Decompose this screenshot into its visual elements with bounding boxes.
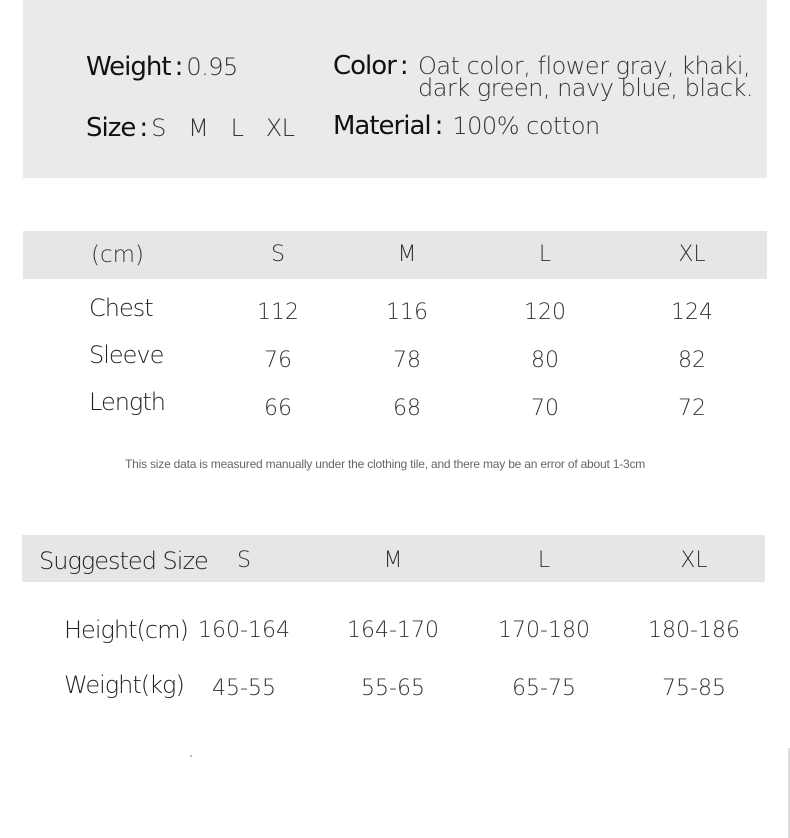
color-separator: :: [399, 51, 408, 81]
color-value-line-2: dark green, navy blue, black.: [418, 74, 753, 102]
material-field: [333, 111, 600, 141]
row-label-sleeve: Sleeve: [89, 341, 164, 369]
row-label-length: Length: [89, 388, 165, 416]
suggested-header-l: L: [537, 548, 551, 573]
sleeve-s: 76: [264, 348, 292, 373]
row-label-weight: Weight(kg): [64, 671, 184, 699]
size-label: Size: [86, 113, 136, 143]
chest-l: 120: [524, 300, 566, 325]
chest-xl: 124: [671, 300, 713, 325]
size-value: S M L XL: [151, 114, 295, 142]
length-s: 66: [264, 396, 292, 421]
sleeve-l: 80: [531, 348, 559, 373]
length-m: 68: [393, 396, 421, 421]
suggested-size-title: Suggested Size: [39, 547, 208, 575]
artifact-dot: [190, 755, 192, 757]
weight-separator: :: [174, 52, 183, 82]
suggested-header-xl: XL: [680, 548, 708, 573]
weight-xl: 75-85: [662, 676, 726, 701]
suggested-header-s: S: [237, 548, 251, 573]
suggested-header-m: M: [383, 548, 403, 573]
height-xl: 180-186: [648, 618, 740, 643]
color-value: [418, 52, 753, 102]
length-l: 70: [531, 396, 559, 421]
size-header-s: S: [271, 242, 285, 267]
chest-s: 112: [257, 300, 299, 325]
size-header-l: L: [538, 242, 552, 267]
height-l: 170-180: [498, 618, 590, 643]
weight-s: 45-55: [212, 676, 276, 701]
size-separator: :: [139, 113, 148, 143]
size-field: [86, 113, 295, 143]
color-value-line-1: Oat color, flower gray, khaki,: [418, 52, 751, 80]
weight-m: 55-65: [361, 676, 425, 701]
weight-l: 65-75: [512, 676, 576, 701]
measurement-note: This size data is measured manually under the clothing tile, and there may be an error of about 1-3cm: [125, 457, 646, 471]
weight-field: [86, 52, 238, 82]
row-label-chest: Chest: [89, 294, 153, 322]
height-m: 164-170: [347, 618, 439, 643]
material-separator: :: [434, 111, 443, 141]
material-value: 100% cotton: [452, 112, 600, 140]
height-s: 160-164: [198, 618, 290, 643]
size-header-xl: XL: [678, 242, 706, 267]
weight-label: Weight: [86, 52, 171, 82]
size-header-m: M: [397, 242, 417, 267]
chest-m: 116: [386, 300, 428, 325]
row-label-height: Height(cm): [64, 616, 188, 644]
unit-header: (cm): [91, 242, 144, 268]
length-xl: 72: [678, 396, 706, 421]
material-label: Material: [333, 111, 431, 141]
sleeve-m: 78: [393, 348, 421, 373]
weight-value: 0.95: [186, 53, 238, 81]
color-label: Color: [333, 51, 396, 81]
color-field: [333, 51, 412, 81]
sleeve-xl: 82: [678, 348, 706, 373]
